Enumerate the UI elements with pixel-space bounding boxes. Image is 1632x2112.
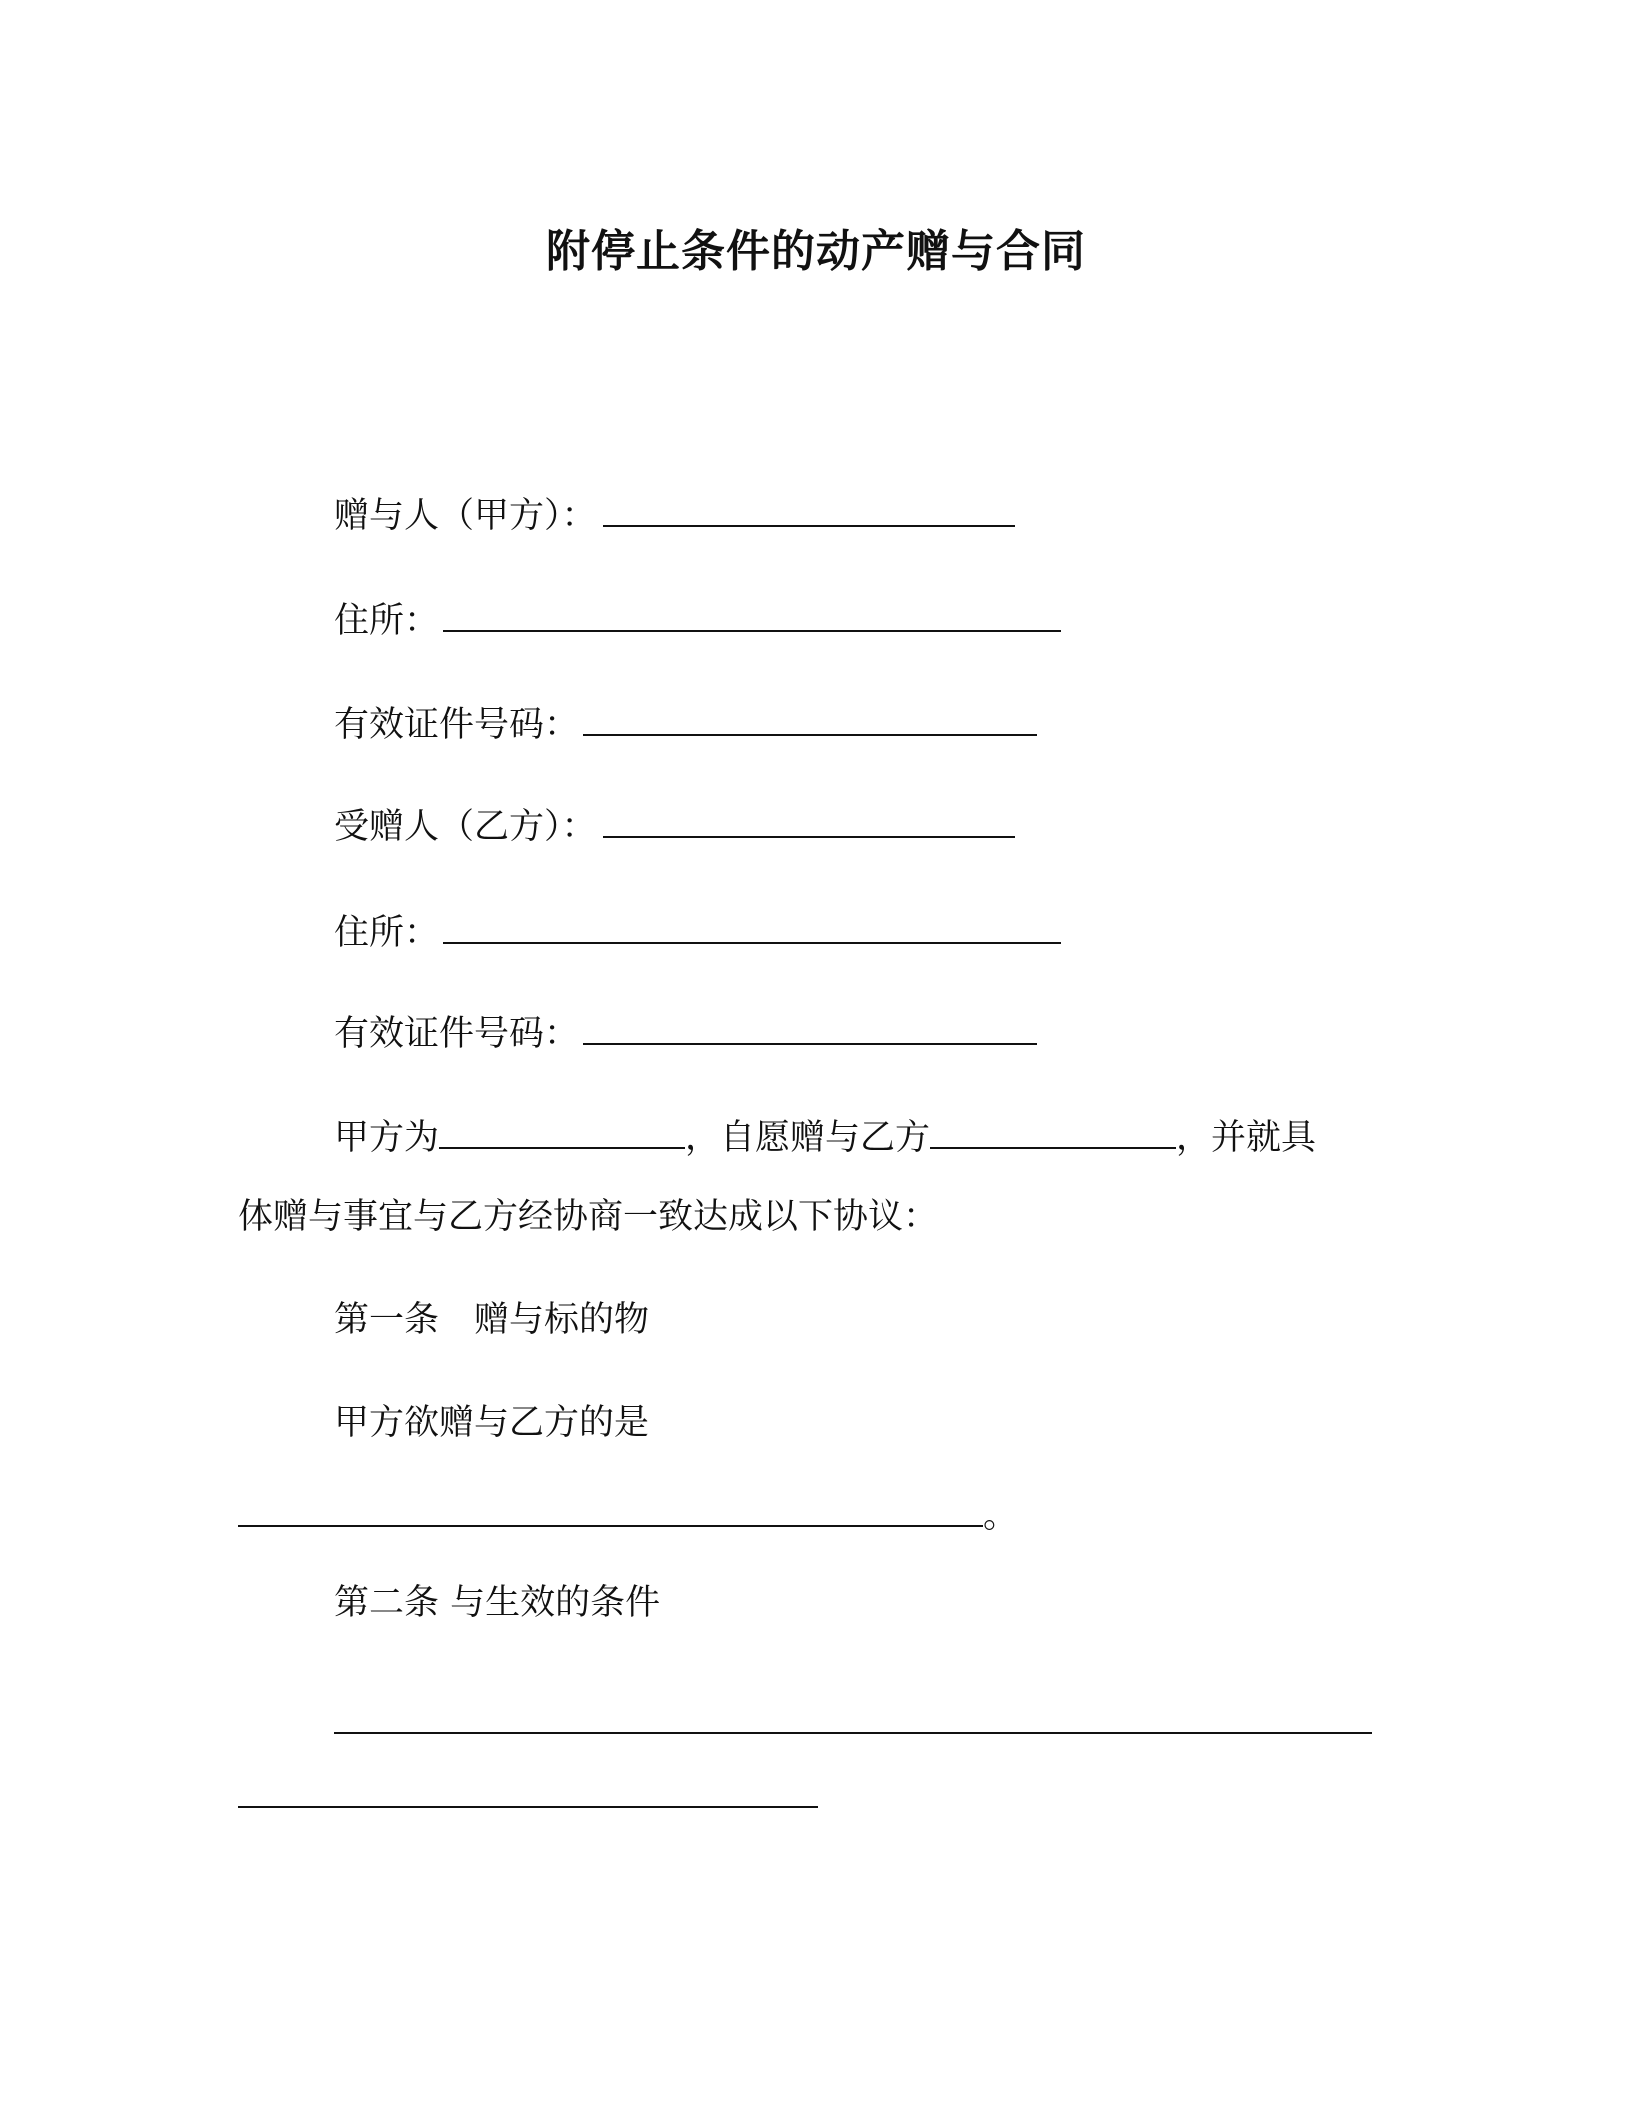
article2-condition-blank-1[interactable] xyxy=(334,1732,1372,1734)
article1-heading: 第一条 赠与标的物 xyxy=(334,1300,650,1340)
preamble-line-2: 体赠与事宜与乙方经协商一致达成以下协议： xyxy=(238,1197,939,1237)
donor-id-line xyxy=(334,701,1037,749)
preamble-line-1 xyxy=(334,1114,1316,1162)
preamble-blank-2[interactable] xyxy=(930,1117,1176,1149)
donee-label: 受赠人（乙方）： xyxy=(334,807,597,847)
donor-label: 赠与人（甲方）： xyxy=(334,496,597,536)
donee-id-blank[interactable] xyxy=(583,1013,1037,1045)
preamble-text-2: ，自愿赠与乙方 xyxy=(685,1118,931,1158)
donor-id-blank[interactable] xyxy=(583,704,1037,736)
donor-line xyxy=(334,492,1015,540)
donor-blank[interactable] xyxy=(603,495,1015,527)
donor-address-label: 住所： xyxy=(334,601,440,641)
donee-line xyxy=(334,803,1015,851)
article2-condition-blank-2[interactable] xyxy=(238,1806,818,1808)
preamble-text-1: 甲方为 xyxy=(334,1118,440,1158)
donee-address-label: 住所： xyxy=(334,913,440,953)
donee-id-label: 有效证件号码： xyxy=(334,1014,580,1054)
donee-address-line xyxy=(334,909,1061,957)
donee-id-line xyxy=(334,1010,1037,1058)
article1-end: 。 xyxy=(983,1496,1019,1536)
donor-address-line xyxy=(334,597,1061,645)
preamble-text-3: ，并就具 xyxy=(1176,1118,1317,1158)
article1-object-blank[interactable] xyxy=(238,1495,983,1527)
article2-heading: 第二条 与生效的条件 xyxy=(334,1583,661,1623)
donee-address-blank[interactable] xyxy=(443,912,1061,944)
donor-address-blank[interactable] xyxy=(443,600,1061,632)
document-title: 附停止条件的动产赠与合同 xyxy=(546,226,1086,277)
preamble-blank-1[interactable] xyxy=(439,1117,685,1149)
article1-object-line xyxy=(238,1492,1018,1540)
article1-text: 甲方欲赠与乙方的是 xyxy=(334,1403,650,1443)
donor-id-label: 有效证件号码： xyxy=(334,705,580,745)
donee-blank[interactable] xyxy=(603,806,1015,838)
